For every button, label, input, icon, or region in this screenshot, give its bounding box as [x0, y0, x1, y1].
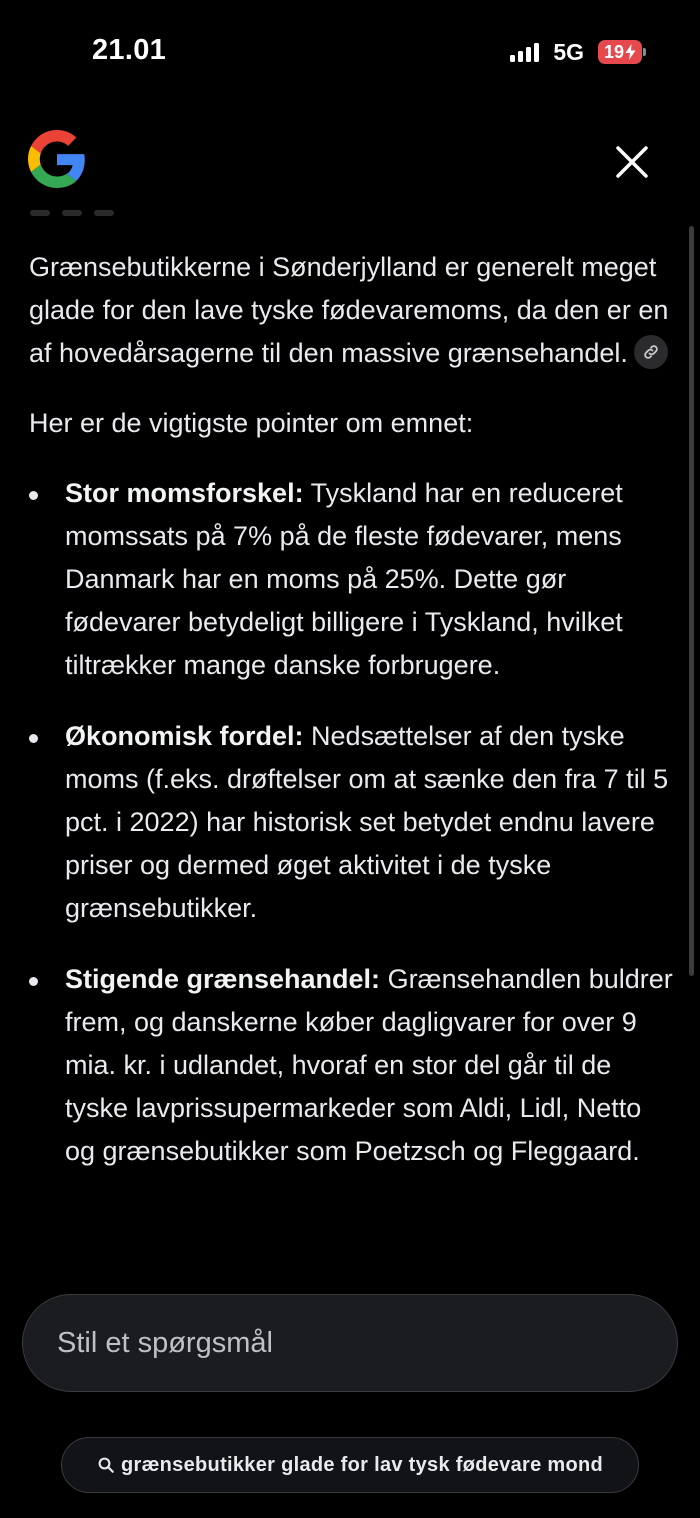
answer-point — [29, 472, 674, 687]
link-icon — [642, 343, 660, 361]
status-indicators — [510, 38, 642, 66]
source-link-button[interactable] — [634, 335, 668, 369]
charging-bolt-icon — [625, 44, 636, 60]
faded-content-edge — [30, 210, 114, 216]
network-type: 5G — [553, 38, 584, 65]
point-text: Nedsættelser af den tyske moms (f.eks. drøftelser om at sænke den fra 7 til 5 pct. i 2022) har historisk set betydet endnu lavere priser og dermed øget aktivitet i de tyske grænsebutikker. — [65, 721, 669, 923]
close-icon[interactable] — [612, 142, 652, 182]
ask-box[interactable] — [22, 1294, 678, 1392]
battery-icon — [598, 40, 642, 64]
point-title: Økonomisk fordel: — [65, 721, 304, 751]
point-text: Grænsehandlen buldrer frem, og danskerne køber dagligvarer for over 9 mia. kr. i udlandet, hvoraf en stor del går til de tyske lavprissupermarkeder som Aldi, Lidl, Netto og grænsebutikker som Poetzsch og Fleggaard. — [65, 964, 673, 1166]
answer-lead: Her er de vigtigste pointer om emnet: — [29, 408, 474, 438]
answer-intro-text: Grænsebutikkerne i Sønderjylland er generelt meget glade for den lave tyske fødevaremoms, da den er en af hovedårsagerne til den massive grænsehandel. — [29, 252, 669, 368]
point-title: Stigende grænsehandel: — [65, 964, 381, 994]
answer-point — [29, 715, 674, 930]
search-icon — [97, 1456, 115, 1474]
status-time: 21.01 — [92, 34, 167, 66]
search-query-text: grænsebutikker glade for lav tysk fødevare mond — [120, 1453, 604, 1476]
search-query-chip[interactable] — [61, 1437, 639, 1493]
point-title: Stor momsforskel: — [65, 478, 304, 508]
answer-intro — [29, 246, 674, 375]
ask-input[interactable] — [57, 1327, 677, 1360]
scrollbar[interactable] — [689, 226, 694, 976]
google-g-icon — [28, 130, 86, 188]
battery-level: 19 — [603, 41, 625, 62]
ai-answer — [29, 246, 674, 1201]
answer-point — [29, 958, 674, 1173]
point-text: Tyskland har en reduceret momssats på 7% på de fleste fødevarer, mens Danmark har en moms på 25%. Dette gør fødevarer betydeligt billigere i Tyskland, hvilket tiltrækker mange danske forbrugere. — [65, 478, 623, 680]
answer-points — [29, 472, 674, 1173]
cellular-signal-icon — [510, 42, 539, 62]
